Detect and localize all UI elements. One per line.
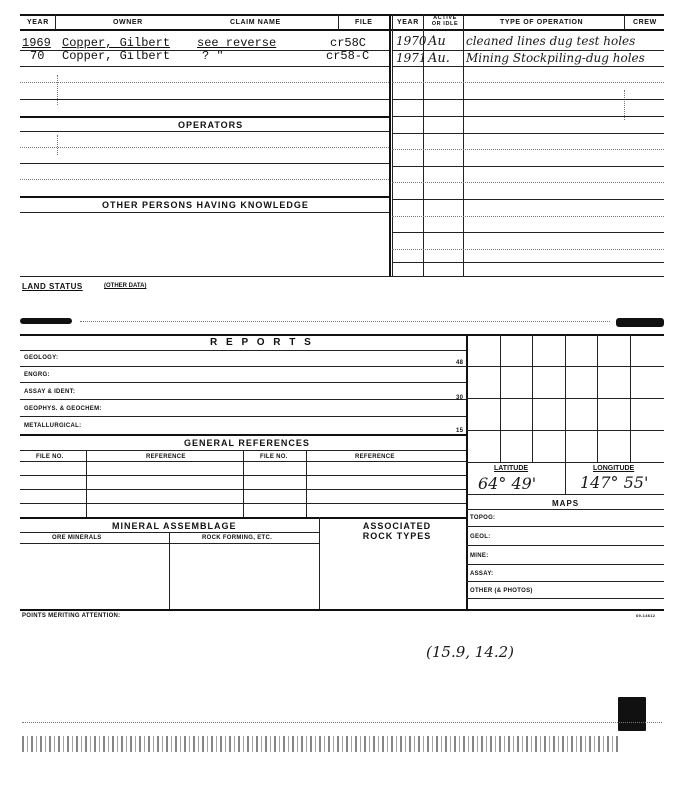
report-assay-num: 30 — [456, 395, 464, 401]
rule — [338, 14, 339, 30]
scan-mark — [20, 318, 72, 324]
rule — [169, 532, 170, 609]
rule — [20, 276, 664, 277]
rule — [389, 14, 391, 276]
rule — [20, 29, 664, 31]
rule — [20, 179, 389, 180]
rule — [392, 116, 664, 117]
rule — [392, 262, 664, 263]
longitude-value: 147° 55' — [580, 473, 649, 492]
scan-noise — [22, 736, 620, 752]
general-references-heading: GENERAL REFERENCES — [184, 438, 310, 448]
header-type-of-operation: TYPE OF OPERATION — [500, 19, 584, 26]
rule — [624, 14, 625, 30]
rule — [20, 147, 389, 148]
genref-reference: REFERENCE — [146, 454, 186, 460]
maps-heading: MAPS — [552, 499, 580, 508]
points-meriting-attention: POINTS MERITING ATTENTION: — [22, 613, 121, 619]
rule — [466, 494, 664, 495]
rule — [392, 14, 393, 276]
report-metallurgical-num: 15 — [456, 428, 464, 434]
rule — [392, 166, 664, 167]
rule — [392, 66, 664, 67]
report-assay: ASSAY & IDENT: — [24, 389, 76, 395]
rule — [565, 334, 566, 494]
genref-reference-2: REFERENCE — [355, 454, 395, 460]
rule — [57, 135, 58, 155]
rule — [392, 249, 664, 250]
rule — [466, 545, 664, 546]
op-row-1-status: Au — [428, 34, 446, 49]
rule — [20, 350, 466, 351]
header-active-or-idle: ACTIVE OR IDLE — [431, 15, 459, 27]
report-geology-num: 48 — [456, 360, 464, 366]
rule — [55, 14, 56, 30]
rule — [20, 489, 466, 490]
maps-topog: TOPOG: — [470, 515, 496, 521]
op-row-2-operation: Mining Stockpiling-dug holes — [466, 51, 645, 65]
latitude-value: 64° 49' — [478, 474, 537, 493]
longitude-label: LONGITUDE — [593, 465, 635, 472]
op-row-1-year: 1970 — [396, 34, 427, 48]
rule — [392, 82, 664, 83]
land-status-sub: (OTHER DATA) — [104, 283, 147, 289]
rule — [392, 232, 664, 233]
rule — [466, 462, 664, 463]
ore-minerals-header: ORE MINERALS — [52, 535, 102, 541]
rule — [392, 199, 664, 200]
report-geophys: GEOPHYS. & GEOCHEM: — [24, 406, 102, 412]
header-claim-name: CLAIM NAME — [230, 19, 281, 26]
handwritten-note: (15.9, 14.2) — [426, 643, 515, 661]
rule — [20, 196, 389, 198]
header-file: FILE — [355, 19, 373, 26]
owner-row-2-owner: Copper, Gilbert — [62, 49, 171, 63]
rule — [319, 517, 320, 609]
header-year-2: YEAR — [397, 19, 419, 26]
header-year: YEAR — [27, 19, 49, 26]
land-status-heading: LAND STATUS — [22, 282, 83, 291]
rule — [392, 149, 664, 150]
owner-row-2-claim: ? " — [202, 49, 224, 63]
report-metallurgical: METALLURGICAL: — [24, 423, 82, 429]
rule — [20, 14, 664, 16]
rock-forming-header: ROCK FORMING, ETC. — [202, 535, 273, 541]
owner-row-1-owner: Copper, Gilbert — [62, 36, 171, 50]
scan-mark — [616, 318, 664, 327]
rule — [466, 430, 664, 431]
rule — [57, 75, 58, 105]
owner-row-1-claim: see reverse — [197, 36, 277, 50]
rule — [392, 99, 664, 100]
op-row-2-status: Au. — [428, 51, 450, 66]
rule — [306, 450, 307, 517]
rule — [466, 581, 664, 582]
rule — [392, 216, 664, 217]
rule — [466, 564, 664, 565]
rule — [466, 366, 664, 367]
report-geology: GEOLOGY: — [24, 355, 59, 361]
rule — [20, 116, 389, 118]
rule — [20, 475, 466, 476]
rule — [392, 50, 664, 51]
rule — [463, 14, 464, 276]
rule — [392, 133, 664, 134]
rule — [466, 598, 664, 599]
maps-other: OTHER (& PHOTOS) — [470, 588, 533, 594]
rule — [20, 434, 466, 436]
op-row-1-operation: cleaned lines dug test holes — [466, 34, 636, 48]
op-row-2-year: 1971 — [396, 51, 427, 65]
rule — [20, 609, 664, 611]
owner-row-2-year: 70 — [30, 49, 45, 63]
rule — [20, 517, 466, 519]
genref-file-no: FILE NO. — [36, 454, 64, 460]
rule — [20, 503, 466, 504]
reports-heading: R E P O R T S — [210, 337, 314, 348]
rule — [20, 131, 389, 132]
rule — [466, 509, 664, 510]
rule — [86, 450, 87, 517]
rule — [20, 212, 389, 213]
mineral-assemblage-heading: MINERAL ASSEMBLAGE — [112, 521, 237, 531]
rule — [20, 82, 389, 83]
rule — [392, 182, 664, 183]
rule — [466, 334, 468, 609]
rule — [20, 66, 389, 67]
rule — [20, 334, 664, 336]
maps-assay: ASSAY: — [470, 571, 494, 577]
scan-block — [618, 697, 646, 731]
rule — [20, 382, 466, 383]
rule — [80, 321, 610, 322]
header-crew: CREW — [633, 19, 657, 26]
owner-row-1-file: cr58C — [330, 36, 367, 50]
rule — [20, 163, 389, 164]
rule — [466, 526, 664, 527]
rule — [20, 416, 466, 417]
header-owner: OWNER — [113, 19, 143, 26]
rule — [466, 398, 664, 399]
operators-heading: OPERATORS — [178, 120, 244, 130]
rule — [20, 99, 389, 100]
owner-row-2-file: cr58-C — [326, 49, 370, 63]
report-engrg: ENGRG: — [24, 372, 50, 378]
rule — [22, 722, 662, 723]
rule — [20, 366, 466, 367]
latitude-label: LATITUDE — [494, 465, 529, 472]
rule — [20, 399, 466, 400]
form-number: 69-14612 — [636, 613, 656, 618]
associated-rock-types-heading: ASSOCIATED ROCK TYPES — [362, 521, 432, 541]
genref-file-no-2: FILE NO. — [260, 454, 288, 460]
rule — [243, 450, 244, 517]
maps-mine: MINE: — [470, 553, 489, 559]
rule — [20, 50, 389, 51]
maps-geol: GEOL: — [470, 534, 491, 540]
owner-row-1-year: 1969 — [22, 36, 51, 50]
other-persons-heading: OTHER PERSONS HAVING KNOWLEDGE — [102, 200, 309, 210]
